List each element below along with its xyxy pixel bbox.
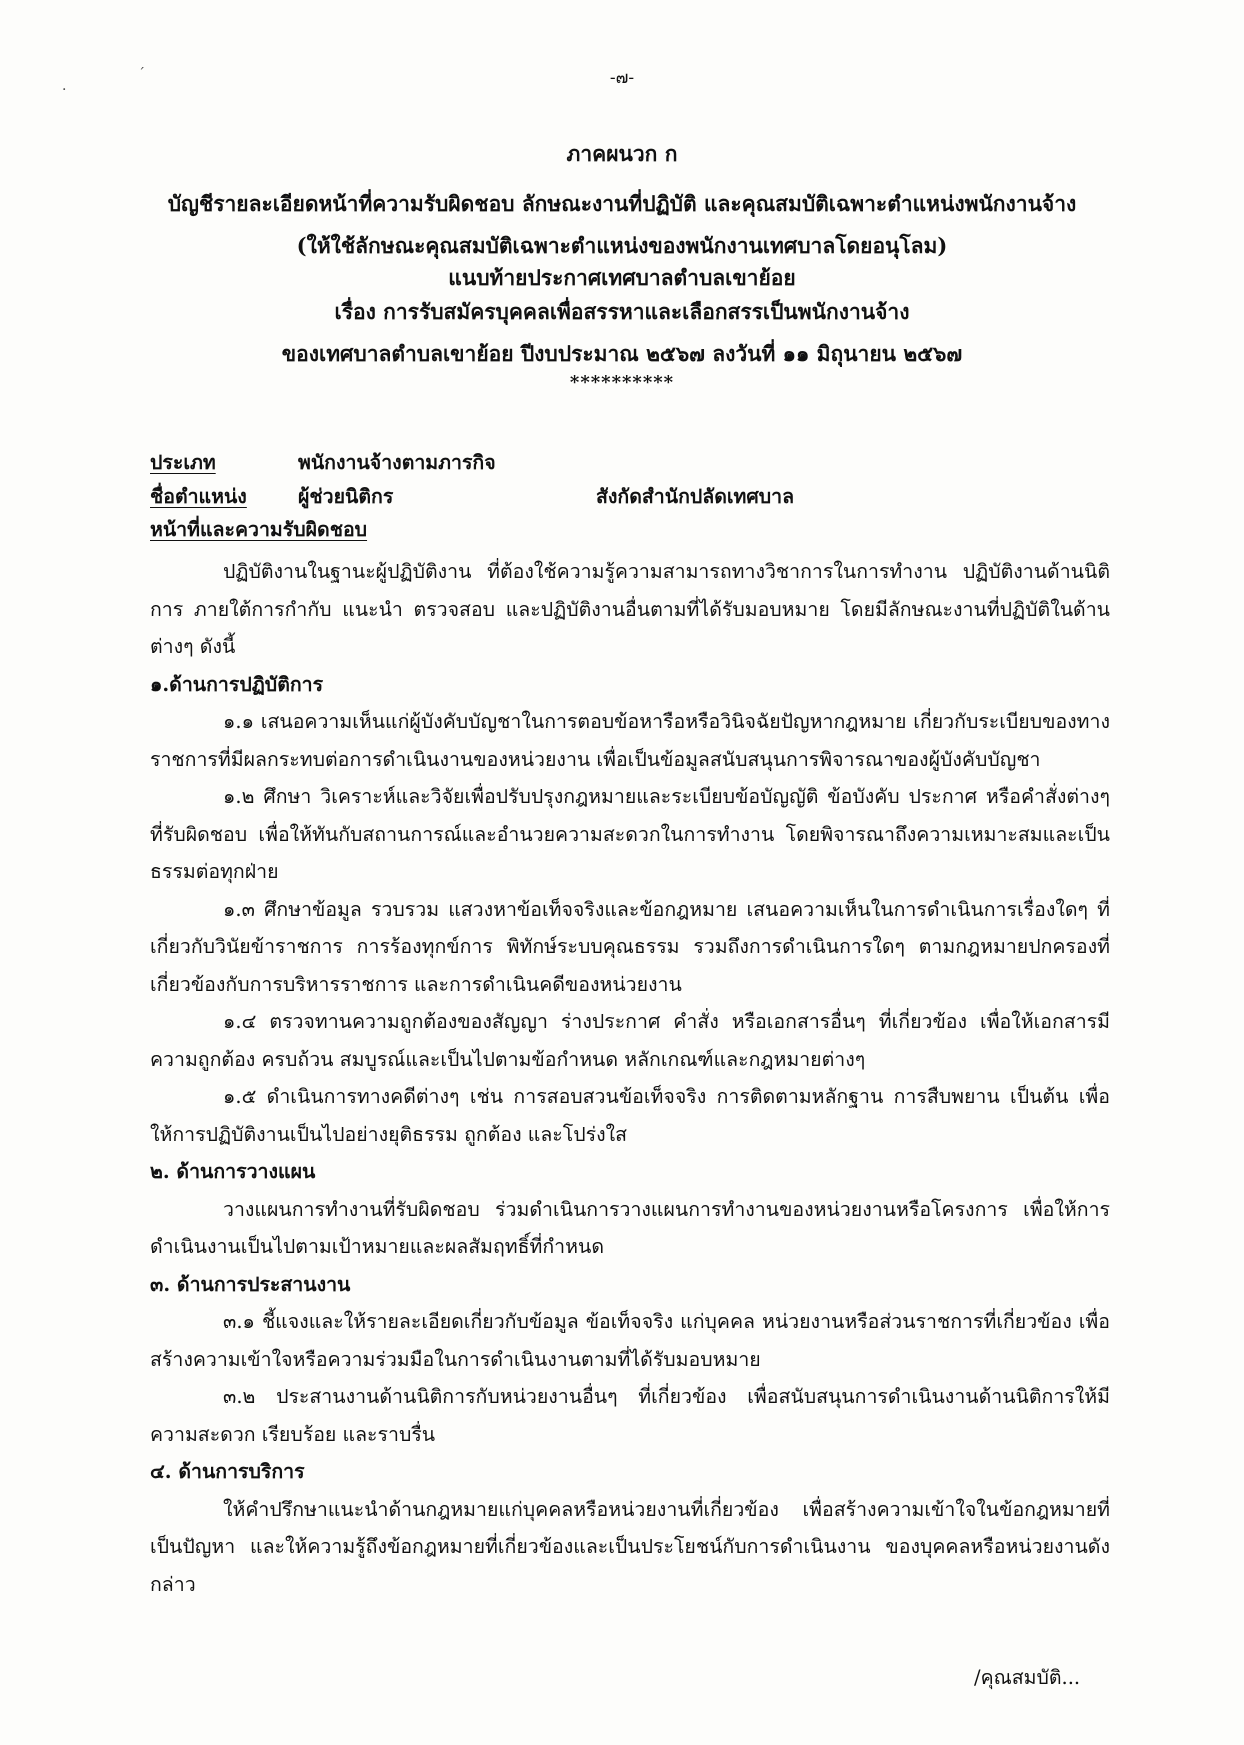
section-title: ๓. ด้านการประสานงาน [150, 1272, 351, 1296]
intro-paragraph: ปฏิบัติงานในฐานะผู้ปฏิบัติงาน ที่ต้องใช้ความรู้ความสามารถทางวิชาการในการทำงาน ปฏิบัติงานด้านนิติการ ภายใต้การกำกับ แนะนำ ตรวจสอบ และปฏิบัติงานอื่นตามที่ได้รับมอบหมาย โดยมีลักษณะงานที่ปฏิบัติในด้านต่างๆ ดังนี้ [150, 560, 1110, 658]
section-title: ๑.ด้านการปฏิบัติการ [150, 672, 324, 696]
section-item: ให้คำปรึกษาแนะนำด้านกฎหมายแก่บุคคลหรือหน่วยงานที่เกี่ยวข้อง เพื่อสร้างความเข้าใจในข้อกฎหมายที่เป็นปัญหา และให้ความรู้ถึงข้อกฎหมายที่เกี่ยวข้องและเป็นประโยชน์กับการดำเนินงาน ของบุคคลหรือหน่วยงานดังกล่าว [150, 1497, 1110, 1596]
scan-speck: · [62, 82, 67, 98]
section-item: ๑.๓ ศึกษาข้อมูล รวบรวม แสวงหาข้อเท็จจริงและข้อกฎหมาย เสนอความเห็นในการดำเนินการเรื่องใดๆ ที่เกี่ยวกับวินัยข้าราชการ การร้องทุกข์การ พิทักษ์ระบบคุณธรรม รวมถึงการดำเนินการใดๆ ตามกฎหมายปกครองที่เกี่ยวข้องกับการบริหารราชการ และการดำเนินคดีของหน่วยงาน [150, 897, 1110, 996]
section-item: ๑.๕ ดำเนินการทางคดีต่างๆ เช่น การสอบสวนข้อเท็จจริง การติดตามหลักฐาน การสืบพยาน เป็นต้น เพื่อให้การปฏิบัติงานเป็นไปอย่างยุติธรรม ถูกต้อง และโปร่งใส [150, 1085, 1110, 1146]
continuation-marker: /คุณสมบัติ... [974, 1666, 1081, 1689]
duties-label: หน้าที่และความรับผิดชอบ [150, 518, 368, 541]
appendix-title: ภาคผนวก ก [566, 141, 678, 166]
section-item: ๑.๒ ศึกษา วิเคราะห์และวิจัยเพื่อปรับปรุงกฎหมายและระเบียบข้อบัญญัติ ข้อบังคับ ประกาศ หรือคำสั่งต่างๆ ที่รับผิดชอบ เพื่อให้ทันกับสถานการณ์และอำนวยความสะดวกในการทำงาน โดยพิจารณาถึงความเหมาะสมและเป็นธรรมต่อทุกฝ่าย [150, 785, 1110, 883]
document-body [150, 553, 1110, 1603]
type-value: พนักงานจ้างตามภารกิจ [298, 451, 496, 474]
section-item: ๑.๔ ตรวจทานความถูกต้องของสัญญา ร่างประกาศ คำสั่ง หรือเอกสารอื่นๆ ที่เกี่ยวข้อง เพื่อให้เอกสารมีความถูกต้อง ครบถ้วน สมบูรณ์และเป็นไปตามข้อกำหนด หลักเกณฑ์และกฎหมายต่างๆ [150, 1010, 1110, 1071]
stars-divider: ********** [569, 372, 675, 393]
heading-line-4: เรื่อง การรับสมัครบุคคลเพื่อสรรหาและเลือกสรรเป็นพนักงานจ้าง [334, 299, 910, 324]
position-value: ผู้ช่วยนิติกร [298, 485, 394, 508]
heading-line-2: (ให้ใช้ลักษณะคุณสมบัติเฉพาะตำแหน่งของพนักงานเทศบาลโดยอนุโลม) [296, 233, 948, 258]
scan-speck: ´ [138, 66, 145, 82]
page-number: -๗- [609, 68, 635, 88]
heading-line-1: บัญชีรายละเอียดหน้าที่ความรับผิดชอบ ลักษณะงานที่ปฏิบัติ และคุณสมบัติเฉพาะตำแหน่งพนักงานจ้าง [167, 191, 1077, 216]
section-item: ๑.๑ เสนอความเห็นแก่ผู้บังคับบัญชาในการตอบข้อหารือหรือวินิจฉัยปัญหากฎหมาย เกี่ยวกับระเบียบของทางราชการที่มีผลกระทบต่อการดำเนินงานของหน่วยงาน เพื่อเป็นข้อมูลสนับสนุนการพิจารณาของผู้บังคับบัญชา [150, 710, 1110, 771]
type-label: ประเภท [150, 451, 216, 474]
section-item: ๓.๑ ชี้แจงและให้รายละเอียดเกี่ยวกับข้อมูล ข้อเท็จจริง แก่บุคคล หน่วยงานหรือส่วนราชการที่เกี่ยวข้อง เพื่อสร้างความเข้าใจหรือความร่วมมือในการดำเนินงานตามที่ได้รับมอบหมาย [150, 1310, 1110, 1371]
position-label: ชื่อตำแหน่ง [150, 485, 247, 508]
section-title: ๒. ด้านการวางแผน [150, 1160, 316, 1183]
heading-line-3: แนบท้ายประกาศเทศบาลตำบลเขาย้อย [448, 265, 796, 290]
heading-line-5: ของเทศบาลตำบลเขาย้อย ปีงบประมาณ ๒๕๖๗ ลงวันที่ ๑๑ มิถุนายน ๒๕๖๗ [281, 341, 963, 366]
section-title: ๔. ด้านการบริการ [150, 1460, 305, 1483]
affiliation: สังกัดสำนักปลัดเทศบาล [596, 485, 795, 508]
section-item: ๓.๒ ประสานงานด้านนิติการกับหน่วยงานอื่นๆ ที่เกี่ยวข้อง เพื่อสนับสนุนการดำเนินงานด้านนิติการให้มีความสะดวก เรียบร้อย และราบรื่น [150, 1385, 1110, 1446]
section-item: วางแผนการทำงานที่รับผิดชอบ ร่วมดำเนินการวางแผนการทำงานของหน่วยงานหรือโครงการ เพื่อให้การดำเนินงานเป็นไปตามเป้าหมายและผลสัมฤทธิ์ที่กำหนด [150, 1197, 1110, 1258]
